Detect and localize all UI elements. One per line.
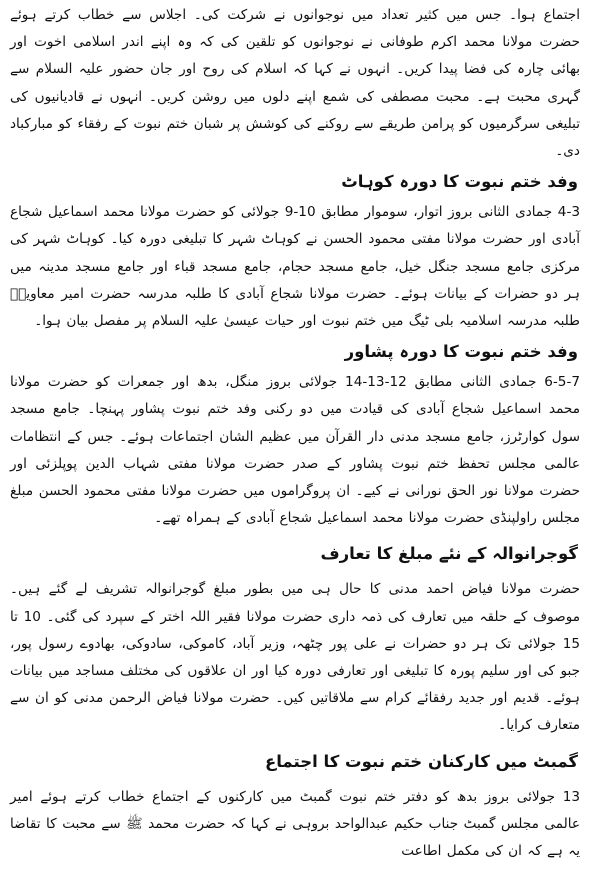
- gambat-gathering-paragraph: 13 جولائی بروز بدھ کو دفتر ختم نبوت گمبٹ میں کارکنوں کے اجتماع خطاب کرتے ہوئے امیر عالمی مجلس گمبٹ جناب حکیم عبدالواحد بروہی نے کہا کہ حضرت محمد ﷺ سے محبت کا تقاضا یہ ہے کہ ان کی مکمل اطاعت: [10, 788, 580, 860]
- intro-paragraph: اجتماع ہوا۔ جس میں کثیر تعداد میں نوجوانوں نے شرکت کی۔ اجلاس سے خطاب کرتے ہوئے حضرت مولانا محمد اکرم طوفانی نے نوجوانوں کو تلقین کی کہ وہ اپنے اندر اسلامی اخوت اور بھائی چارہ کی فضا پیدا کریں۔ انہوں نے کہا کہ اسلام کی روح اور جان حضور علیہ السلام سے گہری محبت ہے۔ محبت مصطفی کی شمع اپنے دلوں میں روشن کریں۔ انہوں نے قادیانیوں کی تبلیغی سرگرمیوں کو پرامن طریقے سے روکنے کی کوشش پر شبان ختم نبوت کے رفقاء کو مبارکباد دی۔: [10, 7, 580, 160]
- gujranwala-introduction-heading: گوجرانوالہ کے نئے مبلغ کا تعارف: [320, 544, 578, 564]
- gujranwala-introduction-paragraph: حضرت مولانا فیاض احمد مدنی کا حال ہی میں بطور مبلغ گوجرانوالہ تشریف لے گئے ہیں۔ موصوف کے حلقہ میں تعارف کی ذمہ داری حضرت مولانا فقیر اللہ اختر کے سپرد کی گئی۔ 10 تا 15 جولائی تک ہر دو حضرات نے علی پور چٹھہ، وزیر آباد، کاموکی، سادوکی، بھادوے رسول پور، جبو کی اور سلیم پورہ کا تبلیغی اور تعارفی دورہ کیا اور ان علاقوں کی مختلف مساجد میں بیانات ہوئے۔ قدیم اور جدید رفقائے کرام سے ملاقاتیں کیں۔ حضرت مولانا فیاض الرحمن مدنی کو ان سے متعارف کرایا۔: [10, 581, 580, 734]
- peshawar-delegation-paragraph: 6-5-7 جمادی الثانی مطابق 12-13-14 جولائی بروز منگل، بدھ اور جمعرات کو حضرت مولانا محمد اسماعیل شجاع آبادی کی قیادت میں دو رکنی وفد ختم نبوت پشاور پہنچا۔ جامع مسجد سول کوارٹرز، جامع مسجد مدنی دار القرآن میں عظیم الشان اجتماعات ہوئے۔ جس کے انتظامات عالمی مجلس تحفظ ختم نبوت پشاور کے صدر حضرت مولانا مفتی شہاب الدین پوپلزئی اور حضرت مولانا نور الحق نورانی نے کیے۔ ان پروگراموں میں حضرت مولانا مفتی محمود الحسن مبلغ مجلس راولپنڈی حضرت مولانا محمد اسماعیل شجاع آبادی کے ہمراہ تھے۔: [10, 374, 581, 527]
- kohat-delegation-heading: وفد ختم نبوت کا دورہ کوہاٹ: [341, 172, 578, 192]
- kohat-delegation-paragraph: 4-3 جمادی الثانی بروز اتوار، سوموار مطابق 10-9 جولائی کو حضرت مولانا محمد اسماعیل شجاع آبادی اور حضرت مولانا مفتی محمود الحسن نے کوہاٹ شہر کا تبلیغی دورہ کیا۔ کوہاٹ شہر کی مرکزی جامع مسجد جنگل خیل، جامع مسجد حجام، جامع مسجد قباء اور جامع مسجد مدینہ میں ہر دو حضرات کے بیانات ہوئے۔ حضرت مولانا شجاع آبادی کا طلبہ مدرسہ حضرت امیر معاویہؓ طلبہ مدرسہ اسلامیہ بلی ٹیگ میں ختم نبوت اور حیات عیسیٰ علیہ السلام پر مفصل بیان ہوا۔: [10, 204, 580, 330]
- urdu-document-page: [10, 2, 580, 874]
- peshawar-delegation-heading: وفد ختم نبوت کا دورہ پشاور: [344, 342, 578, 362]
- gambat-gathering-heading: گمبٹ میں کارکنان ختم نبوت کا اجتماع: [264, 751, 578, 771]
